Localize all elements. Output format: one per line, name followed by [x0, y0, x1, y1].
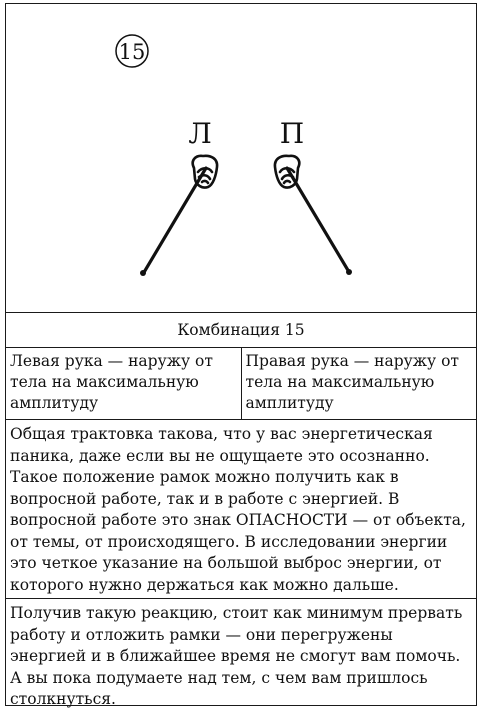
hands-row	[6, 348, 476, 420]
advice-text: Получив такую реакцию, стоит как минимум прервать работу и отложить рамки — они перегружены энергией и в ближайшее время не смогут вам помочь. А вы пока подумаете над тем, с чем вам пришлось столкнуться.	[10, 604, 463, 708]
right-hand-description: Правая рука — наружу от тела на максимальную амплитуду	[245, 352, 460, 412]
general-interpretation-text: Общая трактовка такова, что у вас энергетическая паника, даже если вы не ощущаете это осознанно. Такое положение рамок можно получить как в вопросной работе, так и в работе с энергией. В вопросной работе это знак ОПАСНОСТИ — от объекта, от темы, от происходящего. В исследовании энергии это четкое указание на большой выброс энергии, от которого нужно держаться как можно дальше.	[6, 420, 476, 599]
right-fist-icon	[275, 156, 299, 188]
dowsing-rods-figure	[6, 4, 476, 310]
left-hand-label: Л	[188, 117, 212, 150]
right-rod	[287, 168, 352, 275]
figure-panel	[6, 4, 476, 313]
right-hand-label: П	[279, 117, 305, 150]
combination-caption: Комбинация 15	[6, 313, 476, 348]
figure-number: 15	[118, 40, 146, 64]
left-hand-description: Левая рука — наружу от тела на максимальную амплитуду	[6, 348, 242, 419]
page-frame	[5, 3, 477, 706]
